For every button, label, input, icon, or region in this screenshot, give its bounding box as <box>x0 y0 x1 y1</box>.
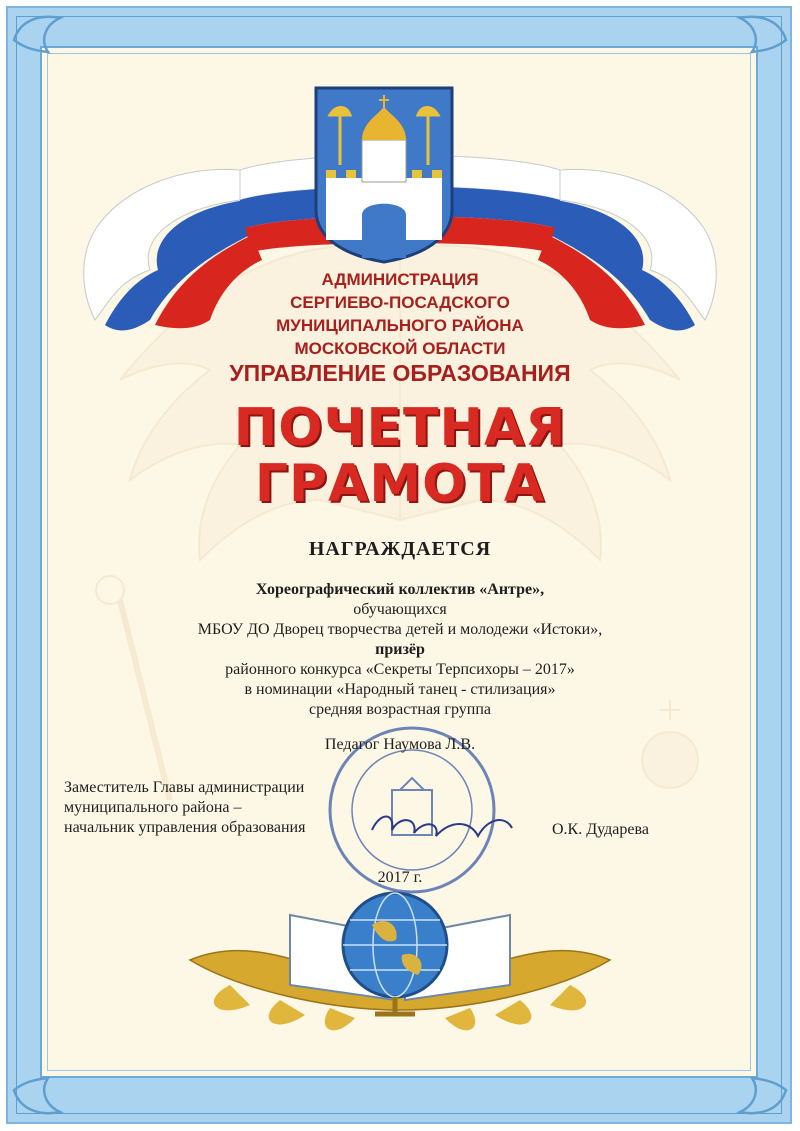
recipient-name: Хореографический коллектив «Антре», <box>255 581 545 598</box>
institution-name: МБОУ ДО Дворец творчества детей и молодежи «Истоки», <box>197 621 603 638</box>
nomination-name: в номинации «Народный танец - стилизация» <box>244 681 556 698</box>
signatory-title-line-3: начальник управления образования <box>64 819 306 836</box>
department-title: УПРАВЛЕНИЕ ОБРАЗОВАНИЯ <box>229 360 571 386</box>
recipient-line-2: обучающихся <box>353 601 447 618</box>
award-status: призёр <box>375 641 425 658</box>
coat-of-arms-icon <box>316 88 452 262</box>
org-line-4: МОСКОВСКОЙ ОБЛАСТИ <box>294 339 506 358</box>
certificate-title-line-2: ГРАМОТА <box>254 454 546 514</box>
award-heading: НАГРАЖДАЕТСЯ <box>308 538 492 560</box>
signatory-title-line-1: Заместитель Главы администрации <box>64 779 305 796</box>
org-line-2: СЕРГИЕВО-ПОСАДСКОГО <box>290 293 510 312</box>
org-line-1: АДМИНИСТРАЦИЯ <box>321 270 479 289</box>
contest-name: районного конкурса «Секреты Терпсихоры – 2017» <box>225 661 575 678</box>
teacher-name: Педагог Наумова Л.В. <box>324 736 476 753</box>
age-group: средняя возрастная группа <box>309 701 491 718</box>
globe-book-laurel-emblem <box>190 893 610 1030</box>
signatory-title-line-2: муниципального района – <box>64 799 242 816</box>
issue-year: 2017 г. <box>377 869 423 886</box>
certificate-title-line-1: ПОЧЕТНАЯ <box>233 398 567 458</box>
org-line-3: МУНИЦИПАЛЬНОГО РАЙОНА <box>276 316 524 335</box>
signatory-name: О.К. Дударева <box>552 821 649 838</box>
